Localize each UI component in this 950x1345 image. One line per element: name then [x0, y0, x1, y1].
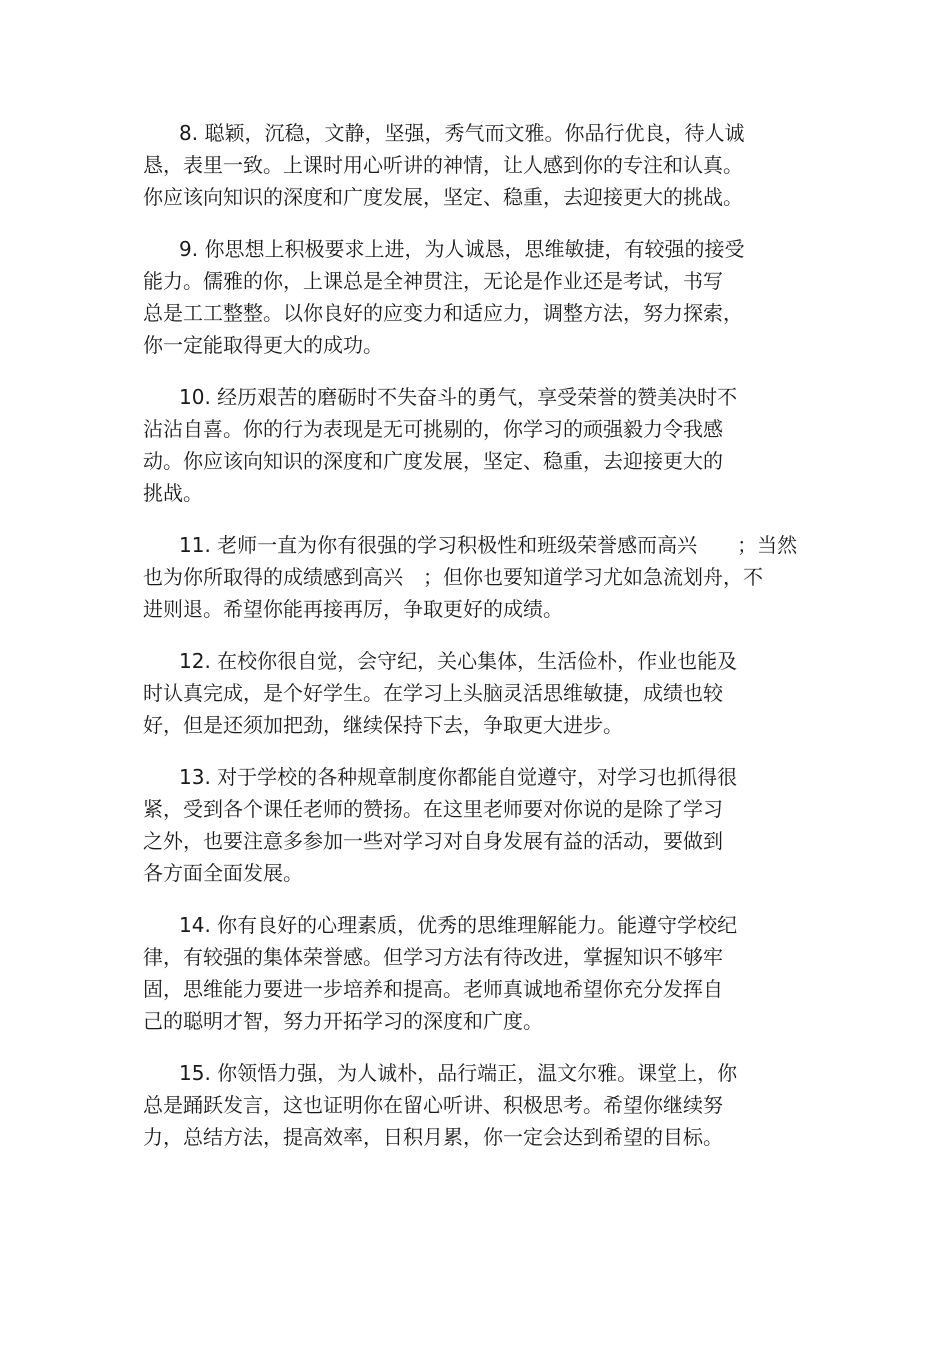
text-line: 总是踊跃发言，这也证明你在留心听讲、积极思考。希望你继续努: [143, 1093, 723, 1117]
text-line: 律，有较强的集体荣誉感。但学习方法有待改进，掌握知识不够牢: [143, 945, 723, 969]
comment-entry-14: [143, 909, 823, 1037]
comment-entry-15: [143, 1057, 823, 1153]
text-line: 12. 在校你很自觉，会守纪，关心集体，生活俭朴，作业也能及: [179, 649, 738, 673]
text-line: 9. 你思想上积极要求上进，为人诚恳，思维敏捷，有较强的接受: [179, 237, 745, 261]
text-line: 13. 对于学校的各种规章制度你都能自觉遵守，对学习也抓得很: [179, 765, 738, 789]
text-line: 时认真完成，是个好学生。在学习上头脑灵活思维敏捷，成绩也较: [143, 681, 723, 705]
text-line: 11. 老师一直为你有很强的学习积极性和班级荣誉感而高兴 ；当然: [179, 533, 798, 557]
text-line: 力，总结方法，提高效率，日积月累，你一定会达到希望的目标。: [143, 1125, 723, 1149]
comment-entry-11: [143, 529, 823, 625]
text-line: 恳，表里一致。上课时用心听讲的神情，让人感到你的专注和认真。: [143, 153, 743, 177]
text-line: 也为你所取得的成绩感到高兴 ；但你也要知道学习尤如急流划舟，不: [143, 565, 763, 589]
text-line: 沾沾自喜。你的行为表现是无可挑剔的，你学习的顽强毅力令我感: [143, 417, 723, 441]
text-line: 总是工工整整。以你良好的应变力和适应力，调整方法，努力探索，: [143, 301, 743, 325]
text-line: 你应该向知识的深度和广度发展，坚定、稳重，去迎接更大的挑战。: [143, 185, 743, 209]
text-line: 8. 聪颖，沉稳，文静，坚强，秀气而文雅。你品行优良，待人诚: [179, 121, 745, 145]
comment-entry-12: [143, 645, 823, 741]
text-line: 能力。儒雅的你，上课总是全神贯注，无论是作业还是考试，书写: [143, 269, 723, 293]
comment-entry-9: [143, 233, 823, 361]
comment-entry-13: [143, 761, 823, 889]
text-line: 动。你应该向知识的深度和广度发展，坚定、稳重，去迎接更大的: [143, 449, 723, 473]
text-line: 己的聪明才智，努力开拓学习的深度和广度。: [143, 1009, 543, 1033]
text-line: 固，思维能力要进一步培养和提高。老师真诚地希望你充分发挥自: [143, 977, 723, 1001]
text-line: 14. 你有良好的心理素质，优秀的思维理解能力。能遵守学校纪: [179, 913, 738, 937]
text-line: 15. 你领悟力强，为人诚朴，品行端正，温文尔雅。课堂上，你: [179, 1061, 738, 1085]
text-line: 好，但是还须加把劲，继续保持下去，争取更大进步。: [143, 713, 623, 737]
text-line: 之外，也要注意多参加一些对学习对自身发展有益的活动，要做到: [143, 829, 723, 853]
comment-entry-8: [143, 117, 823, 213]
comment-entry-10: [143, 381, 823, 509]
text-line: 挑战。: [143, 481, 203, 505]
text-line: 你一定能取得更大的成功。: [143, 333, 383, 357]
text-line: 各方面全面发展。: [143, 861, 303, 885]
text-line: 紧，受到各个课任老师的赞扬。在这里老师要对你说的是除了学习: [143, 797, 723, 821]
text-line: 进则退。希望你能再接再厉，争取更好的成绩。: [143, 597, 563, 621]
text-line: 10. 经历艰苦的磨砺时不失奋斗的勇气，享受荣誉的赞美决时不: [179, 385, 738, 409]
